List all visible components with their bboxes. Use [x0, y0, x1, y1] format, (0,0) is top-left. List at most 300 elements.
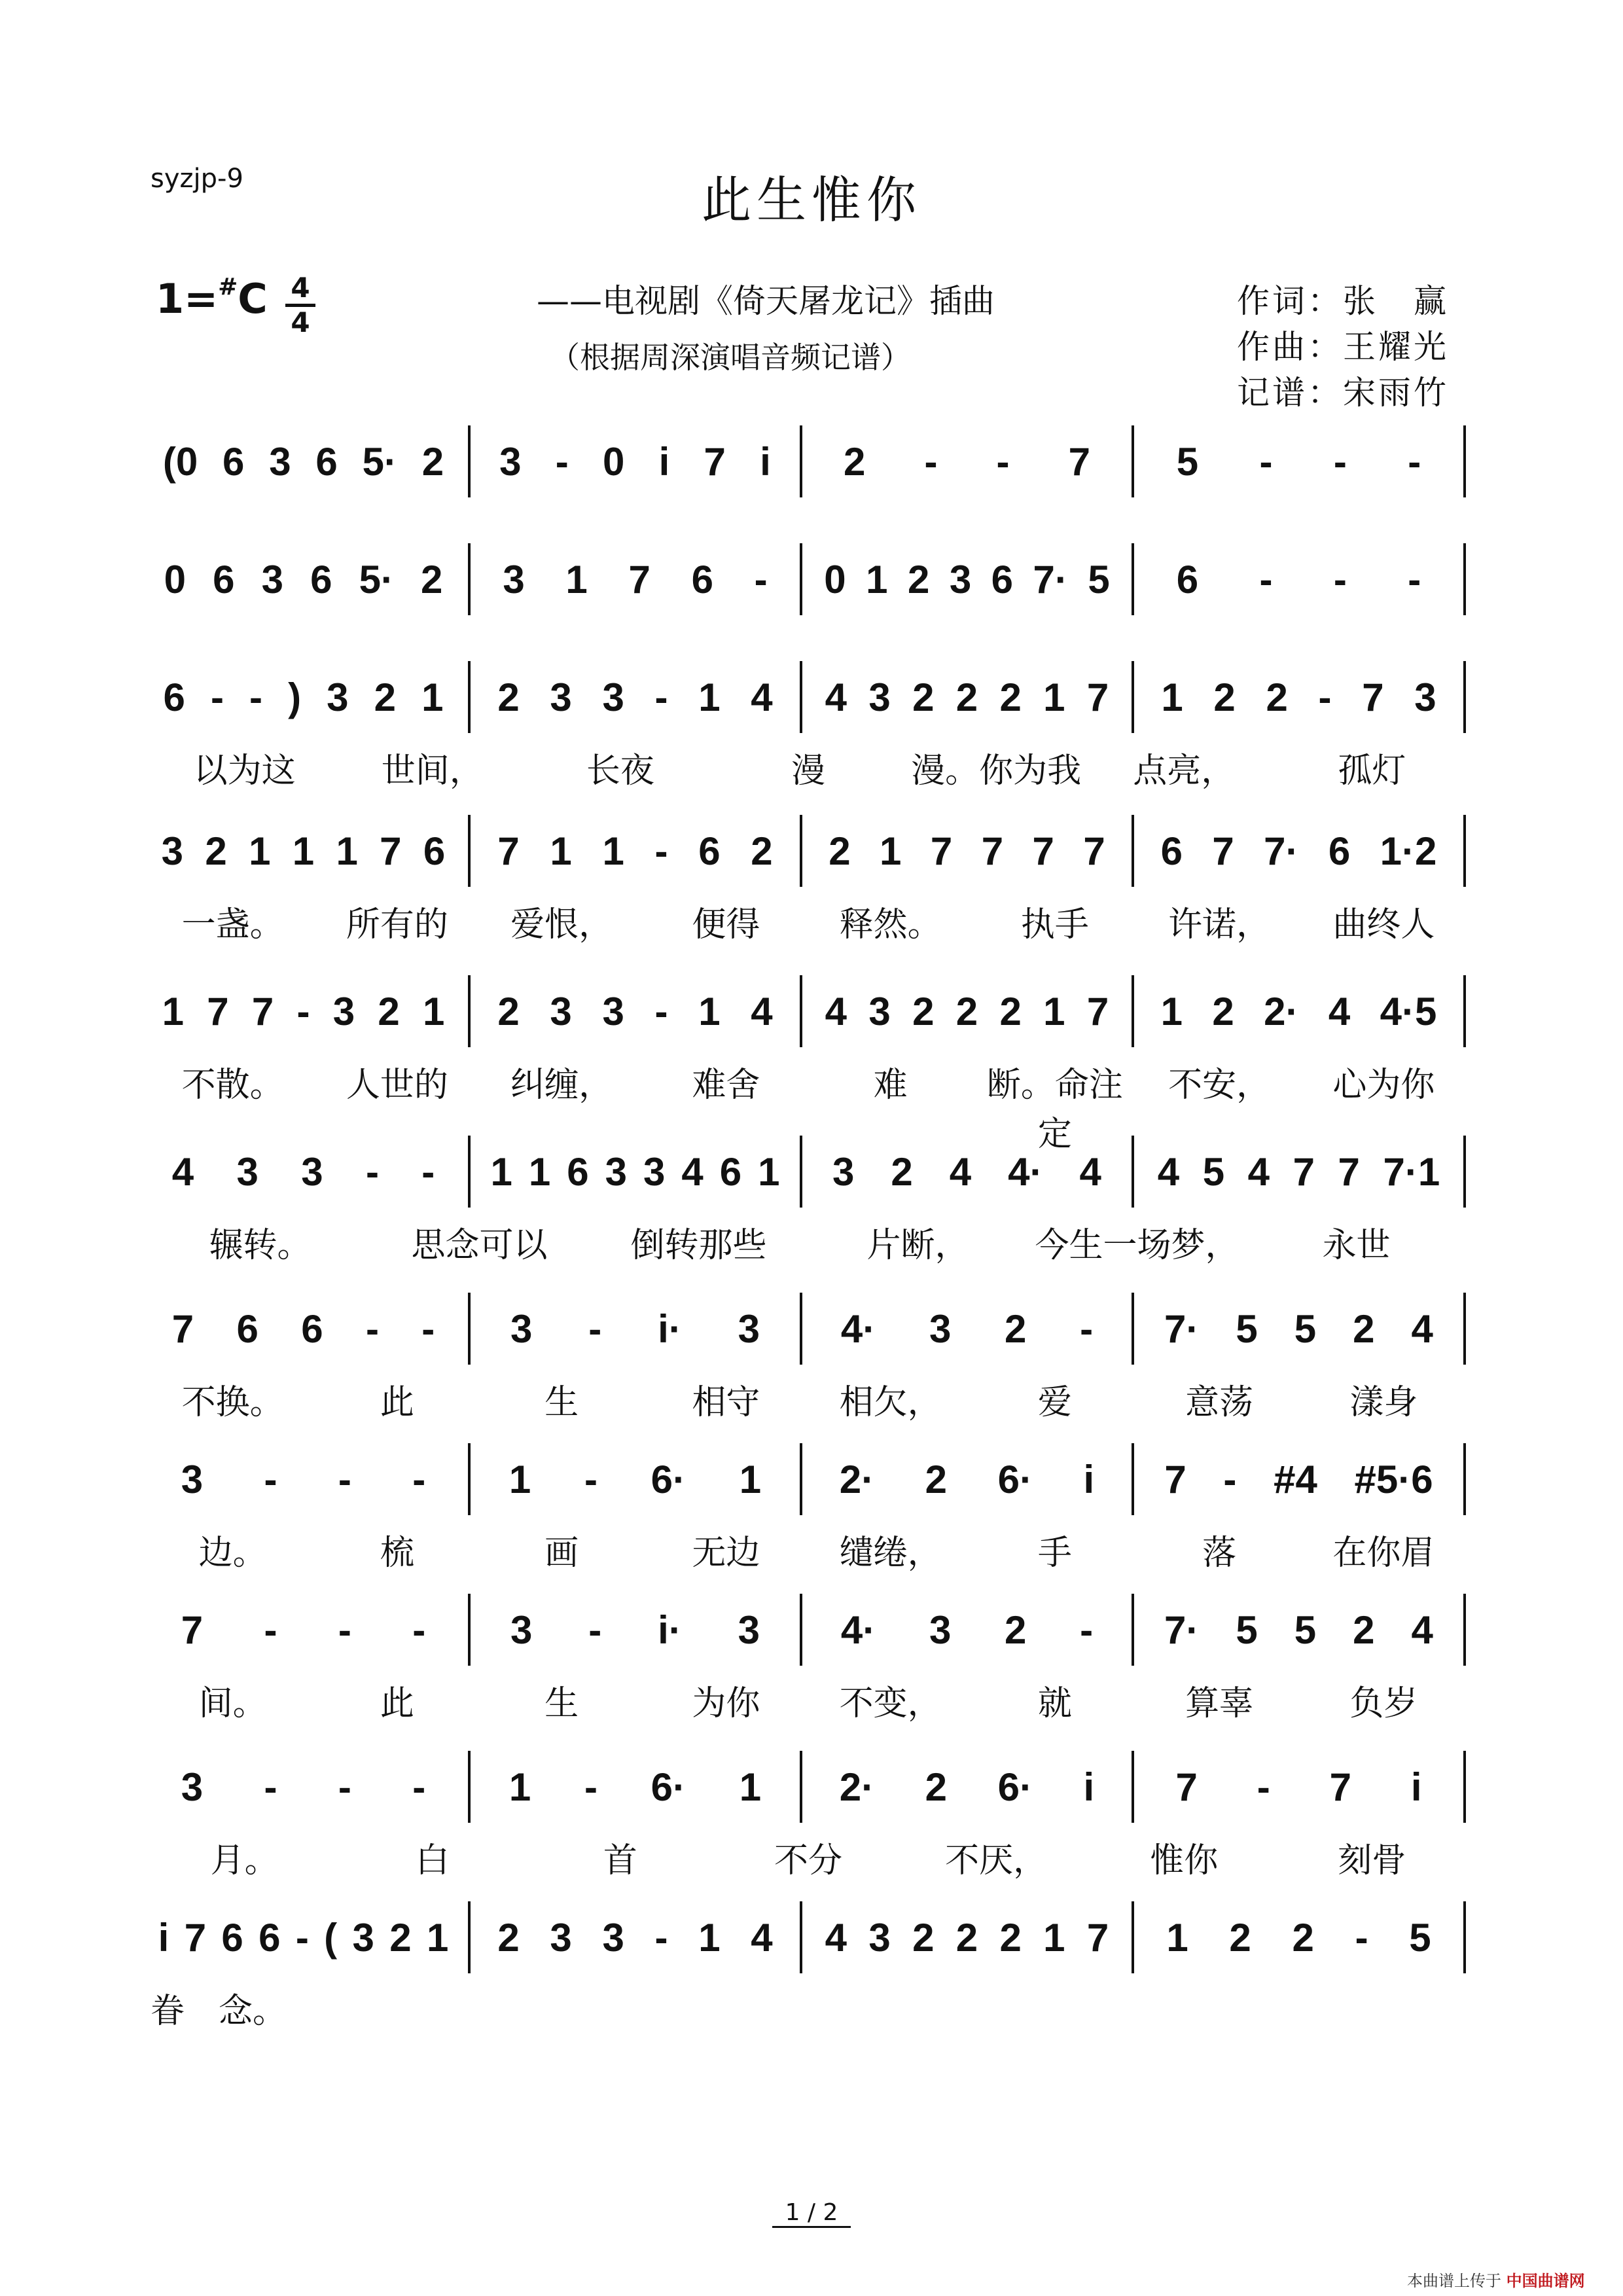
measure	[471, 975, 802, 1047]
note: -	[1080, 1607, 1094, 1652]
note: i·	[658, 1607, 682, 1652]
note: 4	[949, 1149, 972, 1194]
note: (	[324, 1915, 338, 1960]
note: -	[654, 989, 668, 1033]
note: -	[412, 1765, 426, 1809]
note: 6	[567, 1149, 589, 1194]
lyric-syllable: 孤灯	[1338, 751, 1406, 791]
measure	[1134, 1594, 1466, 1666]
note: 3	[181, 1457, 204, 1501]
lyric-syllable: 长夜	[586, 751, 654, 791]
note: 4	[751, 989, 773, 1033]
note: 5	[1294, 1306, 1317, 1351]
note: 2	[205, 829, 227, 873]
note: 3	[236, 1149, 259, 1194]
note: 2	[751, 829, 773, 873]
note: 3	[161, 829, 184, 873]
note: 7	[1164, 1457, 1186, 1501]
measure	[471, 1751, 802, 1823]
note: 3	[949, 557, 972, 601]
lyric-syllable: 不厌，	[945, 1841, 1048, 1880]
lyric-syllable: 此	[380, 1684, 414, 1723]
measure	[1134, 543, 1466, 615]
lyric-syllable: 漫。你为我	[911, 751, 1082, 791]
lyric-line	[151, 743, 1466, 792]
note: 2	[374, 675, 396, 719]
note: 5	[1176, 439, 1199, 484]
measure	[802, 1293, 1134, 1365]
note: 3	[832, 1149, 855, 1194]
note: 4	[1079, 1149, 1101, 1194]
measure	[151, 661, 471, 733]
note: 1	[1043, 675, 1065, 719]
measure	[1134, 1751, 1466, 1823]
note: 4	[681, 1149, 704, 1194]
score-line	[151, 815, 1466, 887]
note: 7	[181, 1607, 204, 1652]
note: 3	[301, 1149, 323, 1194]
note: 0	[824, 557, 846, 601]
measure	[802, 1751, 1134, 1823]
score-line	[151, 661, 1466, 733]
lyric-syllable: 所有的	[346, 905, 448, 944]
note: 2	[912, 989, 935, 1033]
note: 2	[829, 829, 851, 873]
note: 1	[422, 989, 445, 1033]
note: 1	[1166, 1915, 1188, 1960]
note: -	[365, 1149, 379, 1194]
note: 3	[738, 1607, 760, 1652]
note: 3	[352, 1915, 374, 1960]
note: 7	[628, 557, 651, 601]
measure	[1134, 1901, 1466, 1973]
note: 4	[825, 675, 847, 719]
note: 3	[269, 439, 291, 484]
note: -	[588, 1306, 602, 1351]
note: 4	[1411, 1306, 1433, 1351]
note: 6·	[997, 1457, 1033, 1501]
note: -	[1333, 439, 1347, 484]
score-line	[151, 1136, 1466, 1208]
note: 7·	[1264, 829, 1299, 873]
note: 6	[719, 1149, 742, 1194]
note: 1	[698, 989, 721, 1033]
score-line	[151, 1751, 1466, 1823]
lyric-syllable: 意荡	[1185, 1383, 1254, 1422]
note: 2	[955, 1915, 978, 1960]
transcription-note: （根据周深演唱音频记谱）	[550, 340, 911, 375]
lyric-syllable: 纠缠，	[510, 1066, 613, 1105]
note: 2	[955, 989, 978, 1033]
measure	[802, 543, 1134, 615]
note: 6	[423, 829, 446, 873]
note: -	[338, 1457, 351, 1501]
note: 4·	[840, 1607, 876, 1652]
measure	[151, 975, 471, 1047]
measure	[151, 1901, 471, 1973]
note: #4	[1274, 1457, 1317, 1501]
note: 1	[1160, 989, 1183, 1033]
note: 0	[602, 439, 625, 484]
note: -	[264, 1607, 277, 1652]
measure	[471, 815, 802, 887]
note: -	[338, 1607, 351, 1652]
lyric-syllable: 画	[544, 1534, 579, 1573]
note: 1	[490, 1149, 512, 1194]
note: -	[264, 1457, 277, 1501]
note: 7	[1329, 1765, 1351, 1809]
note: 2	[844, 439, 866, 484]
note: 2	[378, 989, 400, 1033]
note: -	[654, 829, 668, 873]
note: 1	[866, 557, 888, 601]
measure	[1134, 975, 1466, 1047]
measure	[471, 1136, 802, 1208]
measure	[802, 1901, 1134, 1973]
lyric-syllable: 无边	[692, 1534, 760, 1573]
note: 3	[550, 1915, 572, 1960]
note: 2	[955, 675, 978, 719]
note: -	[1318, 675, 1332, 719]
note: 5	[1409, 1915, 1431, 1960]
measure	[471, 1293, 802, 1365]
note: 1	[698, 675, 721, 719]
measure	[151, 1751, 471, 1823]
note: 4	[751, 1915, 773, 1960]
lyricist-credit: 作词：张 赢	[1237, 282, 1449, 320]
note: -	[296, 989, 310, 1033]
note: 2	[925, 1457, 948, 1501]
lyric-syllable: 相守	[692, 1383, 760, 1422]
note: 3	[868, 675, 891, 719]
lyric-syllable: 刻骨	[1338, 1841, 1406, 1880]
note: 7	[1086, 675, 1109, 719]
note: 4	[1328, 989, 1351, 1033]
lyric-syllable: 相欠，	[839, 1383, 942, 1422]
note: 7	[704, 439, 726, 484]
note: -	[412, 1457, 426, 1501]
note: -	[1257, 1765, 1270, 1809]
measure	[151, 543, 471, 615]
measure	[471, 1594, 802, 1666]
note: 3	[868, 1915, 891, 1960]
measure	[151, 1293, 471, 1365]
note: 3	[605, 1149, 627, 1194]
note: 5·	[359, 557, 394, 601]
note: 3	[929, 1306, 952, 1351]
note: 3	[929, 1607, 952, 1652]
subtitle: ——电视剧《倚天屠龙记》插曲	[537, 282, 995, 320]
measure	[1134, 661, 1466, 733]
lyric-line	[151, 1217, 1466, 1266]
lyric-syllable: 今生一场梦，	[1035, 1226, 1240, 1265]
note: 3	[332, 989, 355, 1033]
measure	[151, 1136, 471, 1208]
note: 4·	[1008, 1149, 1043, 1194]
score-code: syzjp-9	[151, 164, 243, 194]
time-sig-bottom: 4	[291, 306, 310, 338]
note: 1	[602, 829, 624, 873]
lyric-syllable: 世间，	[381, 751, 484, 791]
lyric-syllable: 生	[544, 1684, 579, 1723]
note: 2	[912, 675, 935, 719]
score-line	[151, 1443, 1466, 1515]
lyric-syllable: 不换。	[181, 1383, 284, 1422]
note: 4	[1411, 1607, 1433, 1652]
note: 7	[1362, 675, 1384, 719]
note: -	[1408, 439, 1421, 484]
time-signature	[285, 274, 315, 337]
lyric-syllable: 算辜	[1185, 1684, 1254, 1723]
note: 7	[1212, 829, 1234, 873]
note: 3	[868, 989, 891, 1033]
note: 2	[389, 1915, 412, 1960]
note: 6	[310, 557, 332, 601]
note: 7·	[1164, 1607, 1200, 1652]
measure	[471, 1443, 802, 1515]
lyric-syllable: 就	[1037, 1684, 1072, 1723]
lyric-line	[151, 1374, 1466, 1424]
transcriber-credit: 记谱：宋雨竹	[1237, 374, 1449, 412]
lyric-syllable: 首	[603, 1841, 637, 1880]
note: 1	[162, 989, 184, 1033]
measure	[1134, 425, 1466, 497]
note: 7	[207, 989, 229, 1033]
note: 7	[1068, 439, 1090, 484]
song-title: 此生惟你	[702, 171, 921, 229]
note: 4	[171, 1149, 194, 1194]
note: 4	[825, 1915, 847, 1960]
score-line	[151, 1293, 1466, 1365]
lyric-syllable: 月。	[210, 1841, 279, 1880]
page-number: 1 / 2	[0, 2199, 1623, 2226]
note: 1	[739, 1765, 762, 1809]
lyric-syllable: 思念可以	[411, 1226, 548, 1265]
note: 3	[1414, 675, 1436, 719]
note: 6	[698, 829, 721, 873]
note: 2	[1292, 1915, 1314, 1960]
note: i	[658, 439, 670, 484]
note: 7	[171, 1306, 194, 1351]
lyric-syllable: 断。命注定	[986, 1066, 1123, 1154]
note: i·	[658, 1306, 682, 1351]
measure	[802, 425, 1134, 497]
note: -	[924, 439, 938, 484]
measure	[802, 1443, 1134, 1515]
note: -	[1223, 1457, 1237, 1501]
note: -	[584, 1765, 597, 1809]
note: 3	[503, 557, 525, 601]
note: 7	[930, 829, 953, 873]
note: 7	[981, 829, 1004, 873]
lyric-line	[151, 1525, 1466, 1574]
note: 7	[1338, 1149, 1360, 1194]
note: 3	[602, 989, 624, 1033]
note: 2	[999, 989, 1022, 1033]
note: 1	[249, 829, 271, 873]
note: 1	[421, 675, 444, 719]
note: 3	[510, 1607, 533, 1652]
note: i	[1410, 1765, 1422, 1809]
note: 1·2	[1380, 829, 1437, 873]
note: 1	[1161, 675, 1183, 719]
measure	[1134, 1443, 1466, 1515]
measure	[802, 975, 1134, 1047]
note: 2	[907, 557, 930, 601]
lyric-syllable: 爱恨，	[510, 905, 613, 944]
note: 2	[999, 1915, 1022, 1960]
measure	[802, 815, 1134, 887]
note: i	[158, 1915, 169, 1960]
measure	[1134, 815, 1466, 887]
note: )	[288, 675, 302, 719]
score-line	[151, 975, 1466, 1047]
lyric-syllable: 倒转那些	[630, 1226, 767, 1265]
note: 4	[825, 989, 847, 1033]
note: 7	[1032, 829, 1054, 873]
note: 2	[999, 675, 1022, 719]
note: 3	[327, 675, 349, 719]
note: 2	[1005, 1607, 1027, 1652]
note: 2·	[839, 1457, 875, 1501]
note: 6	[691, 557, 713, 601]
note: 2	[1266, 675, 1288, 719]
lyric-syllable: 永世	[1322, 1226, 1391, 1265]
score-line	[151, 543, 1466, 615]
measure	[802, 1594, 1134, 1666]
note: 3	[499, 439, 522, 484]
note: -	[754, 557, 768, 601]
note: 6	[991, 557, 1014, 601]
lyric-syllable: 不散。	[181, 1066, 284, 1105]
lyric-syllable: 落	[1202, 1534, 1237, 1573]
note: 6	[223, 439, 245, 484]
key-note: C	[238, 275, 268, 323]
lyric-syllable: 间。	[198, 1684, 267, 1723]
note: 5	[1202, 1149, 1225, 1194]
key-prefix: 1=	[156, 275, 219, 323]
note: 7	[1293, 1149, 1315, 1194]
note: -	[584, 1457, 597, 1501]
lyric-syllable: 漫	[791, 751, 825, 791]
lyric-line	[151, 1833, 1466, 1882]
note: 6·	[651, 1457, 687, 1501]
note: 1	[426, 1915, 449, 1960]
measure	[802, 661, 1134, 733]
lyric-syllable: 曲终人	[1332, 905, 1435, 944]
note: -	[365, 1306, 379, 1351]
measure	[1134, 1136, 1466, 1208]
note: 4	[751, 675, 773, 719]
lyric-syllable: 白	[415, 1841, 450, 1880]
key-signature	[156, 275, 268, 323]
note: -	[421, 1149, 435, 1194]
note: i	[760, 439, 771, 484]
note: 7·1	[1383, 1149, 1440, 1194]
lyric-syllable: 手	[1037, 1534, 1072, 1573]
note: 6·	[997, 1765, 1033, 1809]
lyric-syllable: 人世的	[346, 1066, 448, 1105]
score-line	[151, 425, 1466, 497]
note: 5	[1236, 1607, 1258, 1652]
note: 0	[164, 557, 186, 601]
measure	[151, 425, 471, 497]
note: 6	[315, 439, 338, 484]
note: 3	[643, 1149, 666, 1194]
lyric-syllable: 不变，	[839, 1684, 942, 1723]
composer-credit: 作曲：王耀光	[1237, 328, 1449, 366]
measure	[471, 661, 802, 733]
note: -	[654, 1915, 668, 1960]
measure	[151, 1443, 471, 1515]
note: 2	[497, 1915, 520, 1960]
lyric-syllable: 执手	[1020, 905, 1089, 944]
lyric-syllable: 以为这	[193, 751, 296, 791]
note: 7	[1175, 1765, 1198, 1809]
note: 3	[550, 675, 572, 719]
note: 6	[163, 675, 185, 719]
site-logo: 中国曲谱网	[1506, 2272, 1585, 2290]
note: 6	[213, 557, 235, 601]
note: 3	[181, 1765, 204, 1809]
note: 5	[1088, 557, 1110, 601]
note: 2	[1353, 1306, 1375, 1351]
note: 6	[1328, 829, 1351, 873]
note: 2	[891, 1149, 913, 1194]
site-footer: 本曲谱上传于 中国曲谱网	[1407, 2272, 1585, 2290]
note: 2	[497, 675, 520, 719]
note: -	[249, 675, 263, 719]
note: 3	[510, 1306, 533, 1351]
note: 6	[221, 1915, 243, 1960]
note: 1	[1043, 989, 1065, 1033]
lyric-syllable: 不安，	[1168, 1066, 1271, 1105]
note: 1	[292, 829, 315, 873]
note: 3	[738, 1306, 760, 1351]
note: 2	[421, 557, 443, 601]
note: 2	[497, 989, 520, 1033]
note: 1	[880, 829, 902, 873]
score-line	[151, 1901, 1466, 1973]
note: -	[1355, 1915, 1368, 1960]
lyric-line	[151, 1983, 1466, 2032]
note: 4	[1157, 1149, 1180, 1194]
lyric-syllable: 生	[544, 1383, 579, 1422]
note: 1	[739, 1457, 762, 1501]
note: (0	[162, 439, 198, 484]
measure	[471, 1901, 802, 1973]
note: 1	[508, 1765, 531, 1809]
note: -	[1333, 557, 1347, 601]
note: 7	[184, 1915, 207, 1960]
lyric-syllable: 片断，	[866, 1226, 969, 1265]
note: 3	[602, 675, 624, 719]
note: 7	[380, 829, 402, 873]
note: 2	[1213, 675, 1236, 719]
note: 1	[528, 1149, 551, 1194]
note: 7	[1086, 989, 1109, 1033]
note: 4·5	[1380, 989, 1437, 1033]
note: 6	[236, 1306, 259, 1351]
time-sig-top: 4	[291, 272, 310, 304]
key-sharp: #	[218, 274, 238, 301]
note: 5·	[362, 439, 397, 484]
note: 2	[925, 1765, 948, 1809]
lyric-syllable: 辗转。	[209, 1226, 312, 1265]
note: -	[654, 675, 668, 719]
measure	[151, 1594, 471, 1666]
note: i	[1083, 1457, 1095, 1501]
